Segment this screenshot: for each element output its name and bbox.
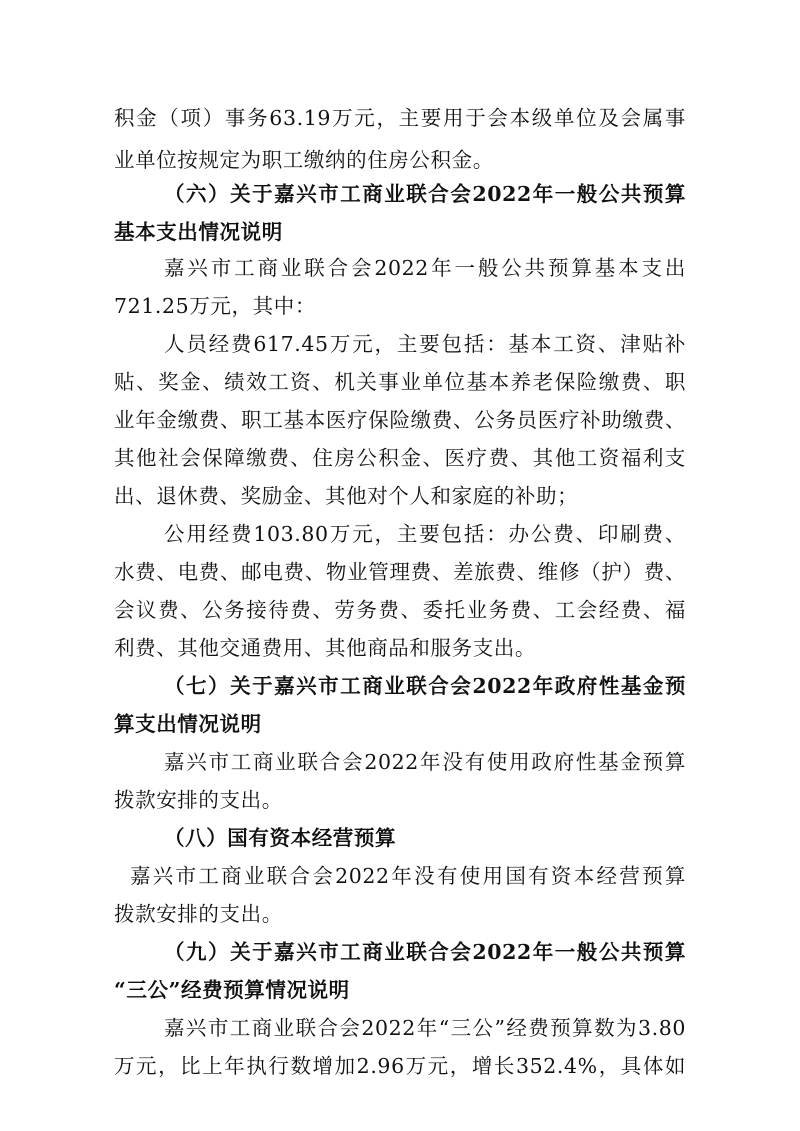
body-text-line: 出、退休费、奖励金、其他对个人和家庭的补助；: [114, 484, 579, 508]
section-heading-7: （七）关于嘉兴市工商业联合会2022年政府性基金预: [164, 674, 686, 698]
section-heading-8: （八）国有资本经营预算: [164, 826, 397, 850]
body-text-line: 利费、其他交通费用、其他商品和服务支出。: [114, 636, 536, 660]
body-text-line: 业单位按规定为职工缴纳的住房公积金。: [114, 148, 494, 172]
body-text-line: 人员经费617.45万元，主要包括：基本工资、津贴补: [164, 332, 686, 356]
body-text-line: 嘉兴市工商业联合会2022年一般公共预算基本支出: [164, 256, 686, 280]
section-heading-6: （六）关于嘉兴市工商业联合会2022年一般公共预算: [164, 182, 686, 206]
body-text-line: 万元，比上年执行数增加2.96万元，增长352.4%，具体如: [114, 1054, 686, 1078]
body-text-line: 嘉兴市工商业联合会2022年没有使用国有资本经营预算: [130, 864, 686, 888]
section-heading-9: （九）关于嘉兴市工商业联合会2022年一般公共预算: [164, 940, 686, 964]
body-text-line: 水费、电费、邮电费、物业管理费、差旅费、维修（护）费、: [114, 560, 686, 584]
body-text-line: 拨款安排的支出。: [114, 788, 283, 812]
body-text-line: 拨款安排的支出。: [114, 902, 283, 926]
body-text-line: 业年金缴费、职工基本医疗保险缴费、公务员医疗补助缴费、: [114, 408, 686, 432]
body-text-line: 721.25万元，其中：: [114, 294, 316, 318]
body-text-line: 积金（项）事务63.19万元，主要用于会本级单位及会属事: [114, 106, 686, 130]
body-text-line: 公用经费103.80万元，主要包括：办公费、印刷费、: [164, 522, 686, 546]
body-text-line: 会议费、公务接待费、劳务费、委托业务费、工会经费、福: [114, 598, 686, 622]
section-heading-6-cont: 基本支出情况说明: [114, 220, 283, 244]
body-text-line: 贴、奖金、绩效工资、机关事业单位基本养老保险缴费、职: [114, 370, 686, 394]
section-heading-7-cont: 算支出情况说明: [114, 712, 262, 736]
section-heading-9-cont: “三公”经费预算情况说明: [114, 978, 350, 1002]
body-text-line: 嘉兴市工商业联合会2022年没有使用政府性基金预算: [164, 750, 686, 774]
body-text-line: 嘉兴市工商业联合会2022年“三公”经费预算数为3.80: [164, 1016, 686, 1040]
body-text-line: 其他社会保障缴费、住房公积金、医疗费、其他工资福利支: [114, 446, 686, 470]
